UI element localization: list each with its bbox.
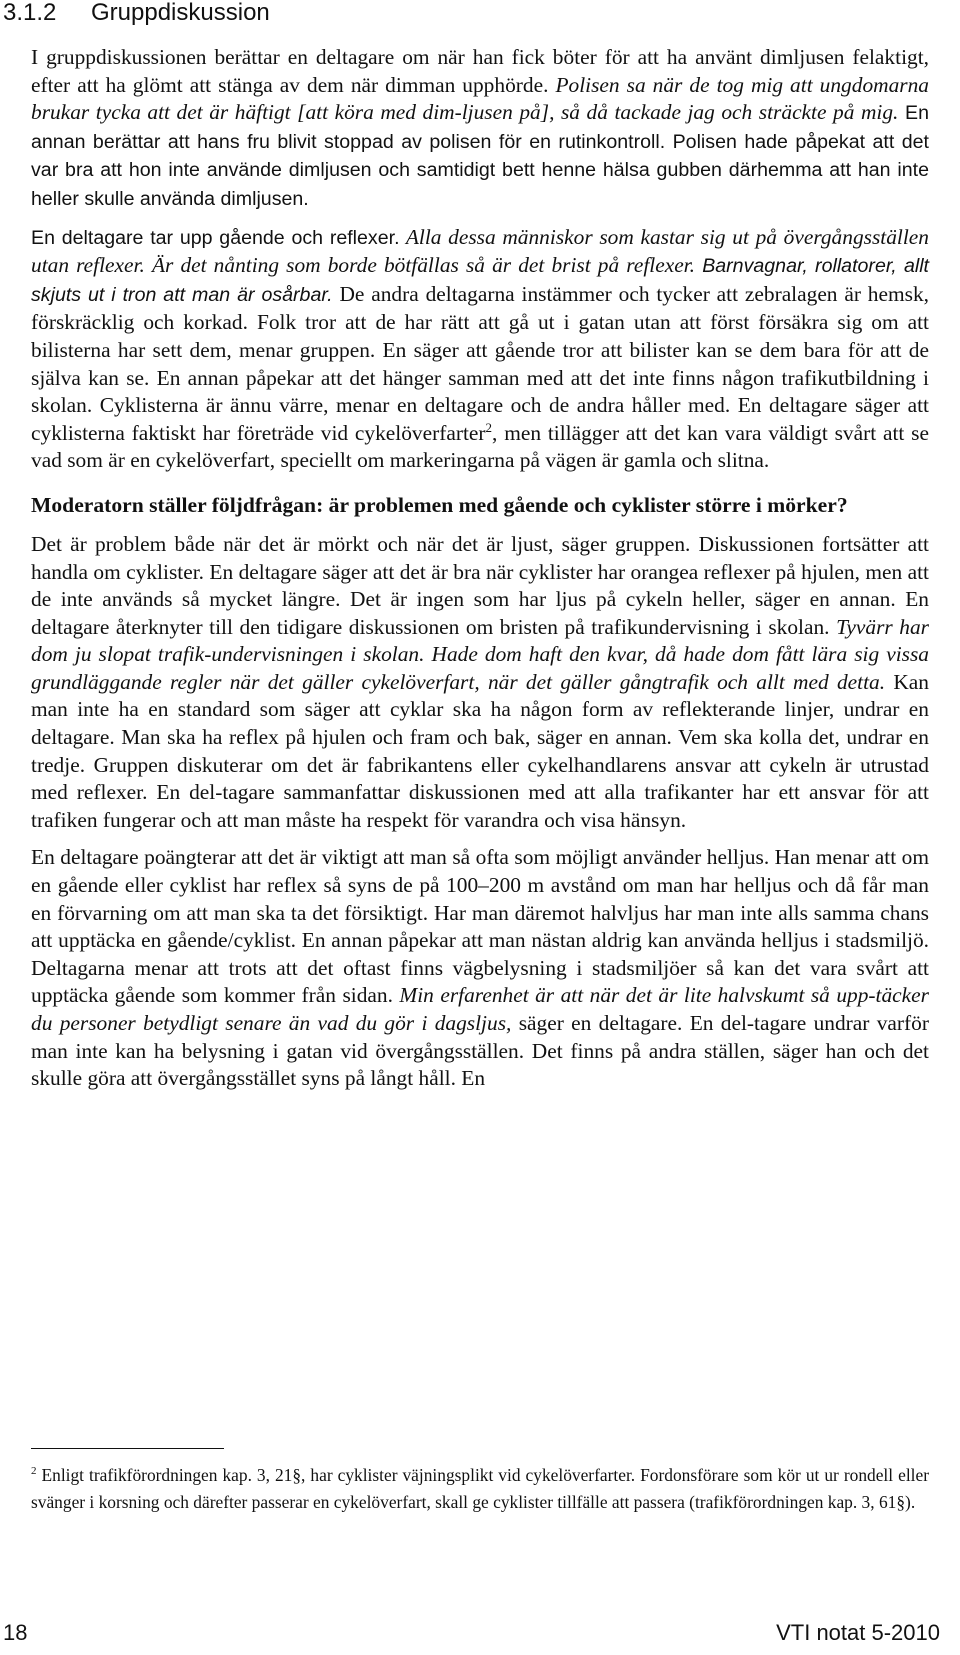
p1-text-a: I gruppdiskussionen berättar en deltagare om när han fick böter för att ha använt dimljusen felaktigt, efter att ha glömt att stänga av dem när dimman upphörde. — [31, 45, 929, 97]
p2-text-e: , men tillägger att det kan vara väldigt svårt att se vad som är en cykelöverfart, speciellt om markeringarna på vägen är gamla och slitna. — [31, 420, 929, 473]
section-heading — [3, 0, 270, 26]
paragraph-4 — [31, 844, 929, 1092]
section-number: 3.1.2 — [3, 0, 57, 26]
p4-text-a: En deltagare poängterar att det är viktigt att man så ofta som möjligt använder helljus. Han menar att om en gående eller cyklist har reflex så syns de på 100–200 m avstånd om man har helljus och då får man en förvarning om att man ska ta det försiktigt. Har man däremot halvljus har man inte alls samma chans att upptäcka en gående/cyklist. En annan påpekar att man nästan aldrig kan använda helljus i stadsmiljö. Deltagarna menar att trots att det oftast finns vägbelysning i stadsmiljöer så kan det vara svårt att upptäcka gående som kommer från sidan. — [31, 845, 929, 1008]
p2-quote-2: Barnvagnar, rollatorer, allt skjuts ut i tron att man är osårbar. — [31, 255, 929, 306]
footnote-text: Enligt trafikförordningen kap. 3, 21§, har cyklister väjningsplikt vid cykelöverfarter. Fordonsförare som kör ut ur rondell eller svänger i korsning och därefter passerar en cykelöverfart, skall ge cyklister tillfälle att passera (trafikförordningen kap. 3, 61§). — [31, 1465, 929, 1512]
p4-quote: Min erfarenhet är att när det är lite halvskumt så upp-täcker du personer betydligt senare än vad du gör i dagsljus, — [31, 983, 929, 1035]
p3-text-c: Kan man inte ha en standard som säger att cyklar ska ha någon form av reflekterande linjer, undrar en deltagare. Man ska ha reflex på hjulen och fram och bak, säger en annan. Vem ska kolla det, undrar en tredje. Gruppen diskuterar om det är fabrikantens eller cykelhandlarens ansvar att cykeln är utrustad med reflexer. En del-tagare sammanfattar diskussionen med att alla trafikanter har ett ansvar för att trafiken fungerar och att man måste ha respekt för varandra och visa hänsyn. — [31, 669, 929, 832]
moderator-question: Moderatorn ställer följdfrågan: är problemen med gående och cyklister större i mörker? — [31, 492, 848, 517]
p1-text-d: Polisen hade påpekat att det var bra att hon inte använde dimljusen och samtidigt bett henne hälsa gubben därhemma att han inte heller skulle använda dimljusen. — [31, 130, 929, 210]
p2-quote-1: Alla dessa människor som kastar sig ut på övergångsställen utan reflexer. Är det nånting som borde bötfällas så är det brist på reflexer. — [31, 224, 929, 278]
p1-text-c: En annan berättar att hans fru blivit stoppad av polisen för en rutinkontroll. — [31, 102, 929, 153]
body-text — [31, 44, 929, 1103]
page-number: 18 — [3, 1620, 28, 1645]
footnote-mark: 2 — [31, 1465, 37, 1478]
paragraph-2 — [31, 224, 929, 475]
p3-text-a: Det är problem både när det är mörkt och när det är ljust, säger gruppen. Diskussionen fortsätter att handla om cyklister. En deltagare säger att det är bra när cyklister har orangea reflexer på hjulen, men att de inte används så mycket längre. Det är ingen som har ljus på cykeln heller, säger en annan. En deltagare återknyter till den tidigare diskussionen om bristen på trafikundervisning i skolan. — [31, 531, 929, 639]
footnote — [31, 1462, 929, 1515]
paragraph-3 — [31, 531, 929, 835]
paragraph-1 — [31, 44, 929, 214]
section-title: Gruppdiskussion — [91, 0, 270, 26]
footnote-divider — [31, 1448, 224, 1449]
p2-text-a: En deltagare tar upp gående och reflexer. — [31, 226, 400, 249]
p1-quote: Polisen sa när de tog mig att ungdomarna brukar tycka att det är häftigt [att köra med dim-ljusen på], så då tackade jag och sträckte på mig. — [31, 72, 929, 125]
footnote-reference[interactable]: 2 — [485, 419, 493, 435]
p2-text-d: De andra deltagarna instämmer och tycker att zebralagen är hemsk, förskräcklig och korkad. Folk tror att de har rätt att gå ut i gatan utan att först försäkra sig om att bilisterna har sett dem, menar gruppen. En säger att gående tror att bilister kan se dem bara för att de själva kan se. En annan påpekar att det hänger samman med att det inte finns någon trafikutbildning i skolan. Cyklisterna är ännu värre, menar en deltagare och de andra håller med. En deltagare säger att cyklisterna faktiskt har företräde vid cykelöverfarter — [31, 281, 930, 445]
publication-series: VTI notat 5-2010 — [776, 1620, 940, 1645]
p4-text-c: säger en deltagare. En del-tagare undrar varför man inte kan ha belysning i gatan vid övergångsställen. Det finns på andra ställen, säger han och det skulle göra att övergångsstället syns på långt håll. En — [31, 1011, 929, 1091]
p3-quote: Tyvärr har dom ju slopat trafik-undervisningen i skolan. Hade dom haft den kvar, då hade dom fått lära sig vissa grundläggande regler när det gäller cykelöverfart, när det gäller gångtrafik och allt med detta. — [31, 614, 929, 694]
